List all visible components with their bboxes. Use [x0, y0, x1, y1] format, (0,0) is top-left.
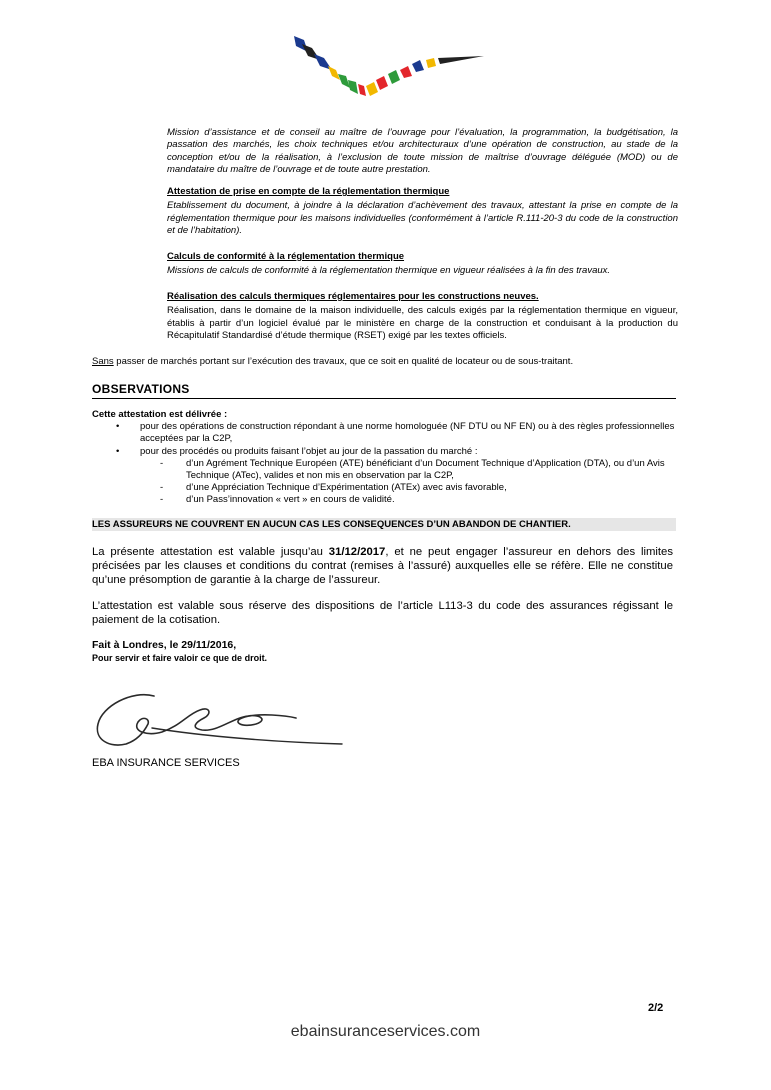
intro-mission — [167, 127, 678, 177]
intro-mission-text: Mission d’assistance et de conseil au maître de l’ouvrage pour l’évaluation, la programmation, la budgétisation, la passation des marchés, les choix techniques et/ou architecturaux d’une opération de construction, au stade de la conception et/ou de la réalisation, à l’exclusion de toute mission de maîtrise d’ouvrage déléguée (MOD) ou de mandataire du maître de l’ouvrage et de toute autre prestation. — [167, 127, 678, 176]
signature — [92, 688, 352, 756]
section-calculs-conformite — [167, 251, 678, 278]
place-date: Fait à Londres, le 29/11/2016, — [92, 639, 237, 651]
validity-date: 31/12/2017 — [328, 546, 386, 558]
closing-formula: Pour servir et faire valoir ce que de droit. — [92, 653, 268, 663]
section-body: Etablissement du document, à joindre à la déclaration d’achèvement des travaux, attestant la prise en compte de la réglementation thermique pour les maisons individuelles (conformément à l’article R.111-20-3 du code de la construction et de l’habitation). — [167, 200, 678, 237]
logo-flags-right — [366, 56, 484, 96]
validity-after: , et ne peut engager l’assureur en dehors des limites précisées par les clauses et conditions du contrat (remises à l’assuré) auxquelles elle se réfère. Elle ne constitue qu’une présomption de garantie à la charge de l’assureur. — [92, 546, 673, 587]
observations-block — [92, 409, 676, 507]
sub-list — [140, 458, 676, 507]
sub-list-item: - d’un Agrément Technique Européen (ATE) bénéficiant d’un Document Technique d’Application (DTA), ou d’un Avis Technique (ATec), valides et non mis en observation par la C2P, — [186, 458, 676, 482]
sans-rest: passer de marchés portant sur l’exécution des travaux, que ce soit en qualité de locateur ou de sous-traitant. — [113, 356, 574, 367]
section-title: Réalisation des calculs thermiques réglementaires pour les constructions neuves. — [167, 291, 539, 302]
observations-intro: Cette attestation est délivrée : — [92, 409, 228, 420]
observations-heading: OBSERVATIONS — [92, 382, 676, 399]
sub-list-item: - d’un Pass’innovation « vert » en cours de validité. — [186, 494, 676, 506]
section-body: Missions de calculs de conformité à la réglementation thermique en vigueur réalisées à la fin des travaux. — [167, 265, 611, 277]
list-item-text: pour des procédés ou produits faisant l’objet au jour de la passation du marché : — [140, 445, 478, 457]
section-title: Calculs de conformité à la réglementation thermique — [167, 251, 405, 262]
sans-word: Sans — [92, 356, 114, 367]
reserve-paragraph: L’attestation est valable sous réserve des dispositions de l’article L113-3 du code des assurances régissant le paiement de la cotisation. — [92, 600, 673, 627]
logo — [288, 30, 488, 100]
list-item — [140, 446, 676, 507]
validity-before: La présente attestation est valable jusqu’au — [92, 546, 329, 558]
section-attestation-thermique — [167, 186, 678, 238]
page-number: 2/2 — [648, 1002, 664, 1014]
subcontracting-note — [92, 356, 573, 367]
company-name: EBA INSURANCE SERVICES — [92, 757, 240, 769]
observations-list — [92, 421, 676, 506]
logo-flags-left — [294, 36, 366, 96]
section-calculs-thermiques — [167, 291, 678, 343]
sub-list-item: - d’une Appréciation Technique d’Expérimentation (ATEx) avec avis favorable, — [186, 482, 676, 494]
warning-banner: LES ASSUREURS NE COUVRENT EN AUCUN CAS LES CONSEQUENCES D’UN ABANDON DE CHANTIER. — [92, 518, 676, 531]
list-item: • pour des opérations de construction répondant à une norme homologuée (NF DTU ou NF EN) ou à des règles professionnelles acceptées par la C2P, — [140, 421, 676, 445]
section-body: Réalisation, dans le domaine de la maison individuelle, des calculs exigés par la réglementation thermique en vigueur, établis à partir d’un logiciel évalué par le ministère en charge de la construction et conduisant à la production du Récapitulatif Standardisé d’étude thermique (RSET) exigé par les textes officiels. — [167, 305, 678, 342]
validity-paragraph — [92, 545, 673, 588]
section-title: Attestation de prise en compte de la réglementation thermique — [167, 186, 450, 197]
footer-website[interactable]: ebainsuranceservices.com — [290, 1023, 481, 1040]
